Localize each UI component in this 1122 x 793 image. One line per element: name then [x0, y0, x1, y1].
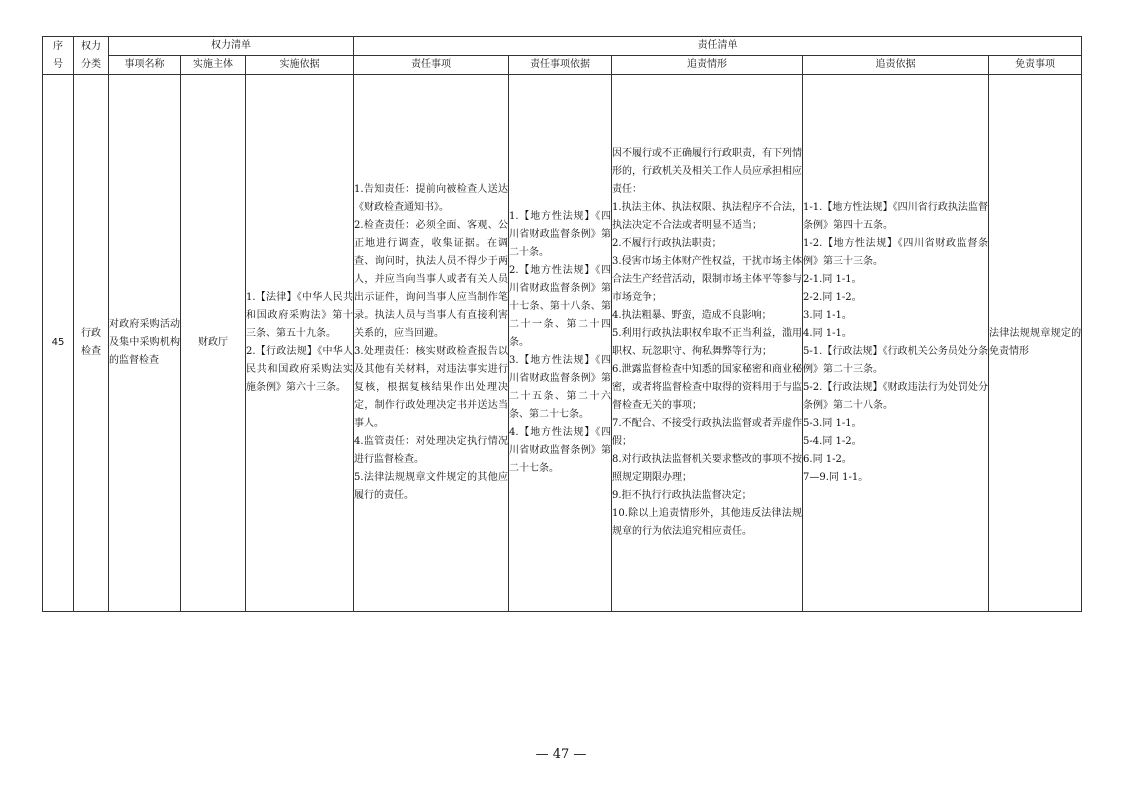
cell-paragraph: 6.同 1-2。 [803, 454, 852, 465]
cell-paragraph: 2-1.同 1-1。 [803, 274, 862, 285]
cell-paragraph: 5-2.【行政法规】《财政违法行为处罚处分条例》第二十八条。 [803, 382, 989, 411]
cell-paragraph: 3.侵害市场主体财产性权益，干扰市场主体合法生产经营活动，限制市场主体平等参与市场竞争； [612, 256, 803, 303]
exemption-header: 免责事项 [989, 56, 1082, 75]
accountability-basis-header: 追责依据 [803, 56, 989, 75]
cell-paragraph: 因不履行或不正确履行行政职责，有下列情形的，行政机关及相关工作人员应承担相应责任： [612, 148, 803, 195]
cell-paragraph: 2.【行政法规】《中华人民共和国政府采购法实施条例》第六十三条。 [246, 346, 354, 393]
cell-paragraph: 1-1.【地方性法规】《四川省行政执法监督条例》第四十五条。 [803, 202, 989, 231]
cell-paragraph: 5.法律法规规章文件规定的其他应履行的责任。 [354, 472, 509, 501]
cell-paragraph: 1.【地方性法规】《四川省财政监督条例》第二十条。 [509, 211, 612, 258]
seq-header [43, 37, 74, 75]
cell-paragraph: 3.【地方性法规】《四川省财政监督条例》第二十五条、第二十六条、第二十七条。 [509, 355, 612, 420]
cell-paragraph: 7—9.同 1-1。 [803, 472, 869, 483]
exemption-cell: 法律法规规章规定的免责情形 [989, 75, 1082, 612]
header-row-1 [43, 37, 1082, 56]
cell-paragraph: 2.不履行行政执法职责； [612, 238, 722, 249]
cell-paragraph: 4.监管责任：对处理决定执行情况进行监督检查。 [354, 436, 509, 465]
cell-paragraph: 2.检查责任：必须全面、客观、公正地进行调查，收集证据。在调查、询问时，执法人员不得少于两人，并应当向当事人或者有关人员出示证件，询问当事人应当制作笔录。执法人员与当事人有直接利害关系的，应当回避。 [354, 220, 509, 339]
cell-paragraph: 1.执法主体、执法权限、执法程序不合法，执法决定不合法或者明显不适当； [612, 202, 803, 231]
resp-items-header: 责任事项 [354, 56, 509, 75]
header-row-2 [43, 56, 1082, 75]
power-list-header: 权力清单 [109, 37, 354, 56]
cell-paragraph: 10.除以上追责情形外，其他违反法律法规规章的行为依法追究相应责任。 [612, 508, 803, 537]
cell-paragraph: 1-2.【地方性法规】《四川省财政监督条例》第三十三条。 [803, 238, 989, 267]
cell-paragraph: 7.不配合、不接受行政执法监督或者弄虚作假； [612, 418, 803, 447]
cell-paragraph: 6.泄露监督检查中知悉的国家秘密和商业秘密，或者将监督检查中取得的资料用于与监督检查无关的事项； [612, 364, 803, 411]
cell-paragraph: 3.处理责任：核实财政检查报告以及其他有关材料，对违法事实进行复核，根据复核结果作出处理决定，制作行政处理决定书并送达当事人。 [354, 346, 509, 429]
accountability-cell [612, 75, 803, 612]
cell-paragraph: 3.同 1-1。 [803, 310, 852, 321]
resp-basis-cell [509, 75, 612, 612]
resp-items-cell [354, 75, 509, 612]
cell-paragraph: 2.【地方性法规】《四川省财政监督条例》第十七条、第十八条、第二十一条、第二十四条。 [509, 265, 612, 348]
seq-cell: 45 [43, 75, 74, 612]
category-header [74, 37, 109, 75]
resp-basis-header: 责任事项依据 [509, 56, 612, 75]
item-name-cell: 对政府采购活动及集中采购机构的监督检查 [109, 75, 181, 612]
cell-paragraph: 5.利用行政执法职权牟取不正当利益，滥用职权、玩忽职守、徇私舞弊等行为； [612, 328, 803, 357]
category-header-label: 权力 分类 [81, 40, 101, 70]
responsibility-list-header: 责任清单 [354, 37, 1082, 56]
category-cell-label: 行政 检查 [81, 328, 101, 357]
basis-cell [246, 75, 354, 612]
cell-paragraph: 9.拒不执行行政执法监督决定； [612, 490, 752, 501]
cell-paragraph: 5-3.同 1-1。 [803, 418, 862, 429]
cell-paragraph: 5-1.【行政法规】《行政机关公务员处分条例》第二十三条。 [803, 346, 989, 375]
cell-paragraph: 1.告知责任：提前向被检查人送达《财政检查通知书》。 [354, 184, 509, 213]
item-name-header: 事项名称 [109, 56, 181, 75]
category-cell [74, 75, 109, 612]
cell-paragraph: 4.【地方性法规】《四川省财政监督条例》第二十七条。 [509, 427, 612, 474]
cell-paragraph: 4.同 1-1。 [803, 328, 852, 339]
subject-header: 实施主体 [181, 56, 246, 75]
cell-paragraph: 2-2.同 1-2。 [803, 292, 862, 303]
accountability-header: 追责情形 [612, 56, 803, 75]
cell-paragraph: 4.执法粗暴、野蛮，造成不良影响； [612, 310, 772, 321]
page-number: — 47 — [535, 747, 587, 762]
subject-cell: 财政厅 [181, 75, 246, 612]
power-responsibility-table [42, 36, 1082, 612]
seq-header-label: 序 号 [53, 40, 63, 70]
accountability-basis-cell [803, 75, 989, 612]
cell-paragraph: 8.对行政执法监督机关要求整改的事项不按照规定期限办理； [612, 454, 803, 483]
basis-header: 实施依据 [246, 56, 354, 75]
table-row [43, 75, 1082, 612]
cell-paragraph: 5-4.同 1-2。 [803, 436, 862, 447]
cell-paragraph: 1.【法律】《中华人民共和国政府采购法》第十三条、第五十九条。 [246, 292, 354, 339]
